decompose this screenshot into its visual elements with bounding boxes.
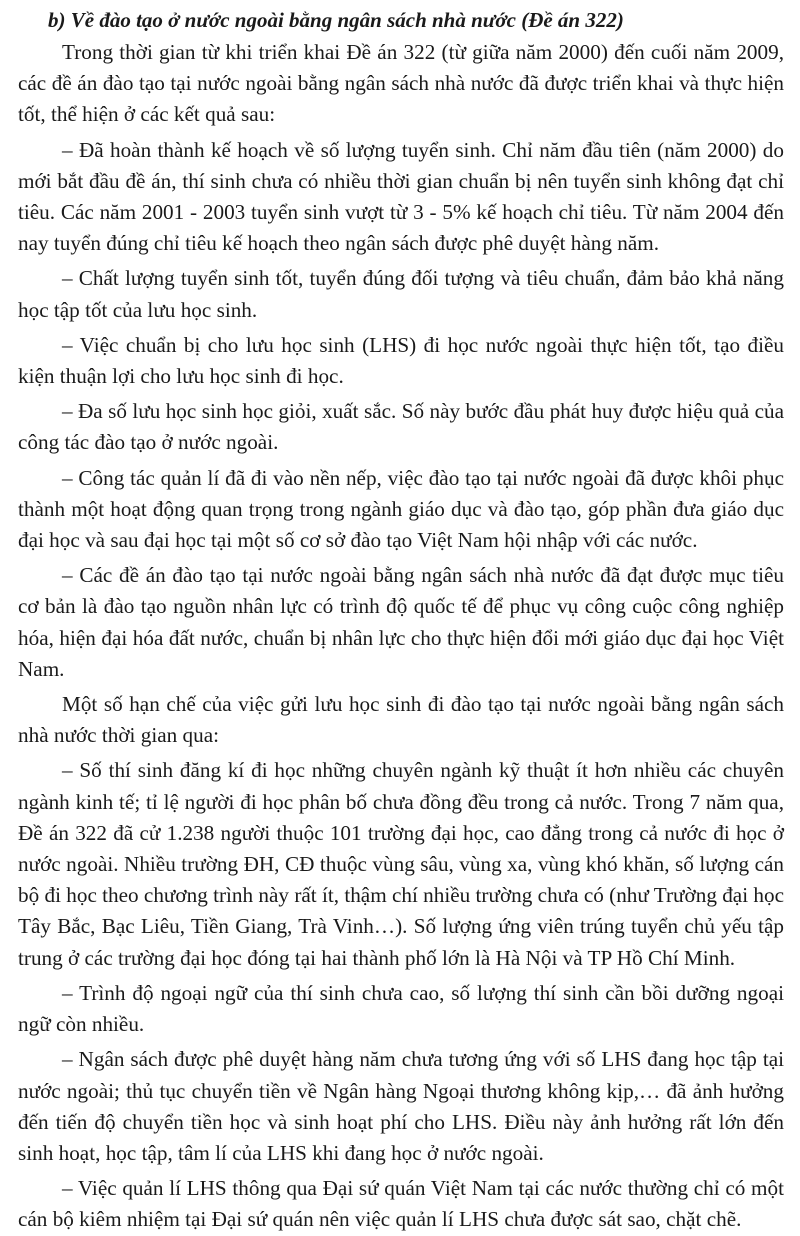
result-quality-paragraph: – Chất lượng tuyển sinh tốt, tuyển đúng đối tượng và tiêu chuẩn, đảm bảo khả năng học tập tốt của lưu học sinh. — [18, 266, 784, 322]
result-excellence-paragraph: – Đa số lưu học sinh học giỏi, xuất sắc. Số này bước đầu phát huy được hiệu quả của công tác đào tạo ở nước ngoài. — [18, 399, 784, 455]
limitation-budget-paragraph: – Ngân sách được phê duyệt hàng năm chưa tương ứng với số LHS đang học tập tại nước ngoài; thủ tục chuyển tiền về Ngân hàng Ngoại thương không kịp,… đã ảnh hưởng đến tiến độ chuyển tiền học và sinh hoạt phí cho LHS. Điều này ảnh hưởng rất lớn đến sinh hoạt, học tập, tâm lí của LHS khi đang học ở nước ngoài. — [18, 1047, 784, 1165]
limitation-distribution-paragraph: – Số thí sinh đăng kí đi học những chuyên ngành kỹ thuật ít hơn nhiều các chuyên ngành kinh tế; tỉ lệ người đi học phân bố chưa đồng đều trong cả nước. Trong 7 năm qua, Đề án 322 đã cử 1.238 người thuộc 101 trường đại học, cao đẳng trong cả nước đi học ở nước ngoài. Nhiều trường ĐH, CĐ thuộc vùng sâu, vùng xa, vùng khó khăn, số lượng cán bộ đi học theo chương trình này rất ít, thậm chí nhiều trường chưa có (như Trường đại học Tây Bắc, Bạc Liêu, Tiền Giang, Trà Vinh…). Số lượng ứng viên trúng tuyển chủ yếu tập trung ở các trường đại học đóng tại hai thành phố lớn là Hà Nội và TP Hồ Chí Minh. — [18, 758, 784, 970]
result-preparation-paragraph: – Việc chuẩn bị cho lưu học sinh (LHS) đi học nước ngoài thực hiện tốt, tạo điều kiện thuận lợi cho lưu học sinh đi học. — [18, 332, 784, 389]
section-heading: b) Về đào tạo ở nước ngoài bằng ngân sách nhà nước (Đề án 322) — [48, 8, 624, 32]
limitation-language-paragraph: – Trình độ ngoại ngữ của thí sinh chưa cao, số lượng thí sinh cần bồi dưỡng ngoại ngữ còn nhiều. — [18, 980, 784, 1037]
result-management-paragraph: – Công tác quản lí đã đi vào nền nếp, việc đào tạo tại nước ngoài đã được khôi phục thành một hoạt động quan trọng trong ngành giáo dục và đào tạo, góp phần đưa giáo dục đại học và sau đại học tại một số cơ sở đào tạo Việt Nam hội nhập với các nước. — [18, 465, 784, 553]
result-enrollment-paragraph: – Đã hoàn thành kế hoạch về số lượng tuyển sinh. Chỉ năm đầu tiên (năm 2000) do mới bắt đầu đề án, thí sinh chưa có nhiều thời gian chuẩn bị nên tuyển sinh không đạt chỉ tiêu. Các năm 2001 - 2003 tuyển sinh vượt từ 3 - 5% kế hoạch chỉ tiêu. Từ năm 2004 đến nay tuyển đúng chỉ tiêu kế hoạch theo ngân sách được phê duyệt hàng năm. — [18, 137, 784, 256]
intro-paragraph: Trong thời gian từ khi triển khai Đề án 322 (từ giữa năm 2000) đến cuối năm 2009, các đề án đào tạo tại nước ngoài bằng ngân sách nhà nước đã được triển khai và thực hiện tốt, thể hiện ở các kết quả sau: — [18, 40, 784, 127]
result-goals-paragraph: – Các đề án đào tạo tại nước ngoài bằng ngân sách nhà nước đã đạt được mục tiêu cơ bản là đào tạo nguồn nhân lực có trình độ quốc tế để phục vụ công cuộc công nghiệp hóa, hiện đại hóa đất nước, chuẩn bị nhân lực cho thực hiện đổi mới giáo dục đại học Việt Nam. — [18, 563, 784, 681]
limitation-embassy-paragraph: – Việc quản lí LHS thông qua Đại sứ quán Việt Nam tại các nước thường chỉ có một cán bộ kiêm nhiệm tại Đại sứ quán nên việc quản lí LHS chưa được sát sao, chặt chẽ. — [18, 1176, 784, 1232]
limitations-intro-paragraph: Một số hạn chế của việc gửi lưu học sinh đi đào tạo tại nước ngoài bằng ngân sách nhà nước thời gian qua: — [18, 692, 784, 748]
